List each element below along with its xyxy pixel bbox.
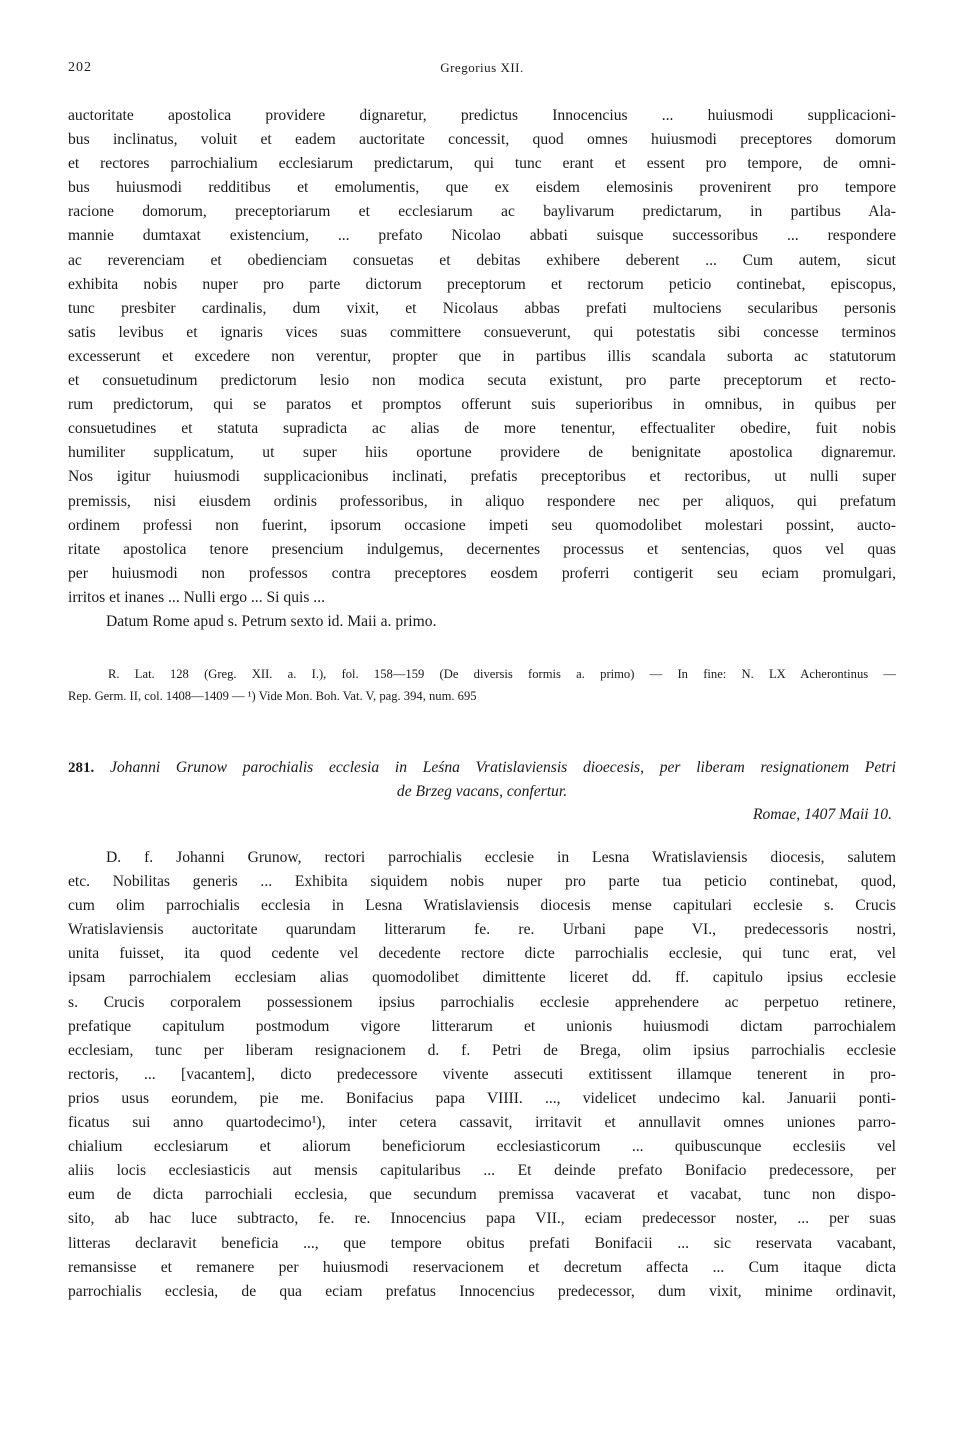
document-heading (68, 756, 896, 804)
page-number: 202 (68, 60, 92, 75)
text-line: ac reverenciam et obedienciam consuetas et debitas exhibere deberent ... Cum autem, sicut (68, 251, 896, 269)
text-line: prefatique capitulum postmodum vigore litterarum et unionis huiusmodi dictam parrochialem (68, 1017, 896, 1035)
text-line: Wratislaviensis auctoritate quarundam litterarum fe. re. Urbani pape VI., predecessoris nostri, (68, 921, 896, 939)
text-line: litteras declaravit beneficia ..., que tempore obitus prefati Bonifacii ... sic reservata vacabant, (68, 1234, 896, 1252)
text-line: et rectores parrochialium ecclesiarum predictarum, qui tunc erant et essent pro tempore, de omni- (68, 155, 896, 173)
text-line: eum de dicta parrochiali ecclesia, que secundum premissa vacaverat et vacabat, tunc non dispo- (68, 1186, 896, 1204)
datum-line: Datum Rome apud s. Petrum sexto id. Maii a. primo. (106, 612, 437, 630)
text-line: D. f. Johanni Grunow, rectori parrochialis ecclesie in Lesna Wratislaviensis diocesis, salutem (106, 849, 896, 866)
text-line: et consuetudinum predictorum lesio non modica secuta existunt, pro parte preceptorum et recto- (68, 372, 896, 390)
running-head-title: Gregorius XII. (440, 60, 524, 75)
text-line: excesserunt et excedere non verentur, propter que in partibus illis scandala suborta ac statutorum (68, 347, 896, 365)
text-line: ipsam parrochialem ecclesiam alias quomodolibet dimittente liceret dd. ff. capitulo ipsius ecclesie (68, 969, 896, 987)
text-line: exhibita nobis nuper pro parte dictorum preceptorum et rectorum peticio continebat, episcopus, (68, 275, 896, 293)
text-line: chialium ecclesiarum et aliorum beneficiorum ecclesiasticorum ... quibuscunque ecclesiis vel (68, 1138, 896, 1156)
text-line: parrochialis ecclesia, de qua eciam prefatus Innocencius predecessor, dum vixit, minime ordinavit, (68, 1282, 896, 1300)
document-dateline: Romae, 1407 Maii 10. (752, 806, 892, 823)
text-line: s. Crucis corporalem possessionem ipsius parrochialis ecclesie apprehendere ac perpetuo retinere, (68, 993, 896, 1011)
document-number: 281. (68, 760, 95, 776)
text-line: aliis locis ecclesiasticis aut mensis capitularibus ... Et deinde prefato Bonifacio predecessore, per (68, 1162, 896, 1180)
text-line: cum olim parrochialis ecclesia in Lesna Wratislaviensis diocesis mense capitulari ecclesie s. Crucis (68, 897, 896, 915)
text-line: mannie dumtaxat existencium, ... prefato Nicolao abbati suisque successoribus ... respondere (68, 227, 896, 245)
text-line: racione domorum, preceptoriarum et ecclesiarum ac baylivarum predictarum, in partibus Ala- (68, 203, 896, 221)
text-line: per huiusmodi non professos contra preceptores eosdem proferri contigerit seu eciam promulgari, (68, 564, 896, 582)
note-line: R. Lat. 128 (Greg. XII. a. I.), fol. 158—159 (De diversis formis a. primo) — In fine: N. LX Acherontinus — (108, 667, 896, 681)
text-line: Nos igitur huiusmodi supplicacionibus inclinati, prefatis preceptoribus et rectoribus, ut nulli super (68, 468, 896, 486)
text-line: bus inclinatus, voluit et eadem auctoritate concessit, quod omnes huiusmodi preceptores domorum (68, 131, 896, 149)
text-line: premissis, nisi eiusdem ordinis professoribus, in aliquo respondere nec per aliquos, qui prefatum (68, 492, 896, 510)
document-title-text: Johanni Grunow parochialis ecclesia in Leśna Vratislaviensis dioecesis, per liberam resignationem Petri (109, 759, 896, 776)
text-line: rum predictorum, qui se paratos et promptos offerunt suis superioribus in omnibus, in quibus per (68, 396, 896, 414)
archival-notes (68, 664, 896, 707)
text-line: consuetudines et statuta supradicta ac alias de more tenentur, effectualiter obedire, fuit nobis (68, 420, 896, 438)
text-line: unita fuisset, ita quod cedente vel decedente rectore dicte parrochialis ecclesie, qui tunc erat, vel (68, 945, 896, 963)
text-line: rectoris, ... [vacantem], dicto predecessore vivente assecuti extitissent illamque tenerent in pro- (68, 1065, 896, 1083)
text-line: remansisse et remanere per huiusmodi reservacionem et decretum affecta ... Cum itaque dicta (68, 1258, 896, 1276)
text-line: ritate apostolica tenore presencium indulgemus, decernentes processus et sentencias, quos vel quas (68, 540, 896, 558)
text-line: ordinem professi non fuerint, ipsorum occasione impeti seu quomodolibet molestari possint, aucto- (68, 516, 896, 534)
continued-text (68, 104, 896, 634)
text-line: satis levibus et ignaris vices suas committere consueverunt, qui potestatis sibi concesse terminos (68, 323, 896, 341)
document-body (68, 846, 896, 1304)
text-line: tunc presbiter cardinalis, dum vixit, et Nicolaus abbas prefati multociens secularibus personis (68, 299, 896, 317)
running-head (68, 60, 896, 80)
text-line: etc. Nobilitas generis ... Exhibita siquidem nobis nuper pro parte tua peticio continebat, quod, (68, 873, 896, 891)
text-line: ecclesiam, tunc per liberam resignacionem d. f. Petri de Brega, olim ipsius parrochialis ecclesie (68, 1041, 896, 1059)
document-title-line (68, 756, 896, 780)
document-title-line: de Brzeg vacans, confertur. (396, 783, 568, 800)
text-line: ficatus sui anno quartodecimo¹), inter cetera cassavit, irritavit et annullavit omnes uniones parro- (68, 1114, 896, 1132)
text-line: sito, ab hac luce subtracto, fe. re. Innocencius papa VII., eciam predecessor noster, ... per suas (68, 1210, 896, 1228)
text-line: prios usus eorundem, pie me. Bonifacius papa VIIII. ..., videlicet undecimo kal. Januarii ponti- (68, 1089, 896, 1107)
text-line: bus huiusmodi redditibus et emolumentis, que ex eisdem elemosinis provenirent pro tempore (68, 179, 896, 197)
text-line: irritos et inanes ... Nulli ergo ... Si quis ... (68, 588, 325, 606)
text-line: auctoritate apostolica providere dignaretur, predictus Innocencius ... huiusmodi supplicacioni- (68, 107, 896, 124)
text-line: humiliter supplicatum, ut super hiis oportune providere de benignitate apostolica dignaremur. (68, 444, 896, 462)
note-line: Rep. Germ. II, col. 1408—1409 — ¹) Vide Mon. Boh. Vat. V, pag. 394, num. 695 (68, 688, 477, 703)
